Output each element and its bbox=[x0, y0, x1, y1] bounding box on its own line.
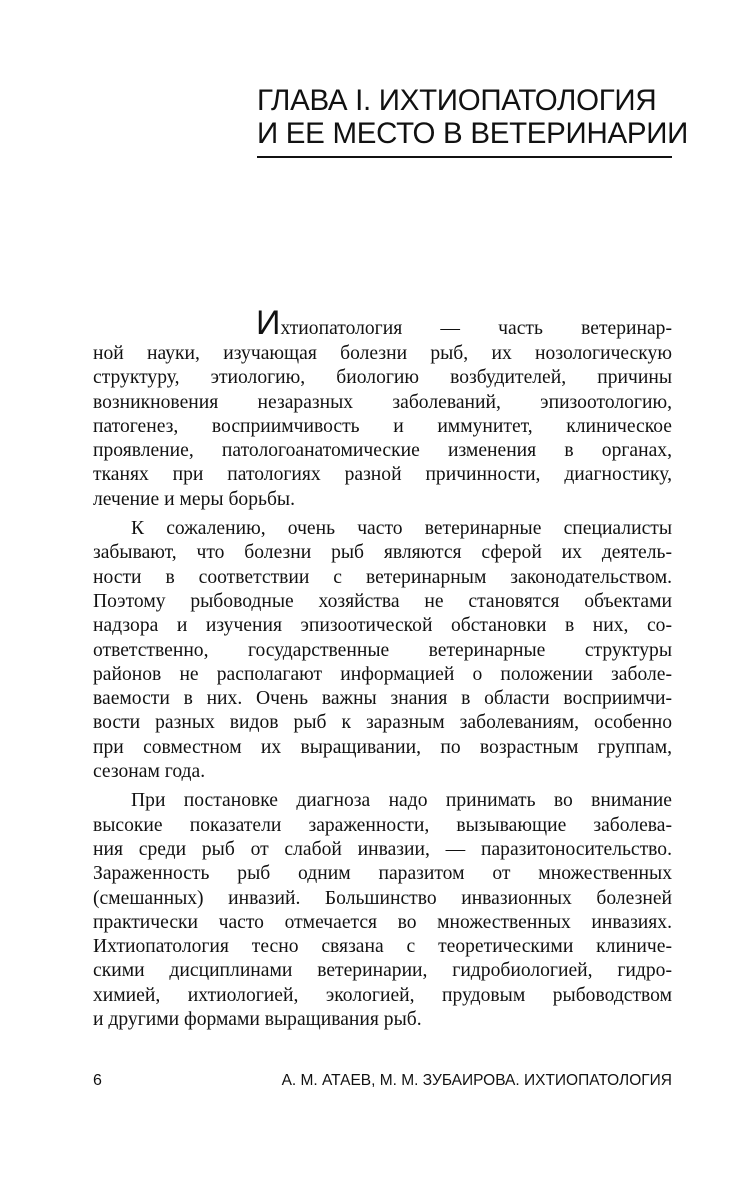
paragraph-2-line: вости разных видов рыб к заразным заболеваниям, особенно bbox=[93, 712, 672, 734]
paragraph-3-line: Ихтиопатология тесно связана с теоретическими клиниче- bbox=[93, 936, 672, 958]
page-number: 6 bbox=[93, 1072, 102, 1089]
paragraph-1 bbox=[93, 306, 672, 512]
paragraph-3-line: При постановке диагноза надо принимать во внимание bbox=[131, 790, 672, 812]
paragraph-1-line: проявление, патологоанатомические изменения в органах, bbox=[93, 440, 672, 462]
drop-cap: И bbox=[256, 304, 281, 342]
paragraph-2-line: ности в соответствии с ветеринарным законодательством. bbox=[93, 566, 672, 588]
paragraph-2-line: сезонам года. bbox=[93, 761, 206, 783]
paragraph-1-line: возникновения незаразных заболеваний, эпизоотологию, bbox=[93, 391, 672, 413]
paragraph-2-line: при совместном их выращивании, по возрастным группам, bbox=[93, 736, 672, 758]
paragraph-3-line: Зараженность рыб одним паразитом от множественных bbox=[93, 863, 672, 885]
paragraph-2-line: ответственно, государственные ветеринарные структуры bbox=[93, 639, 672, 661]
running-footer-title: А. М. АТАЕВ, М. М. ЗУБАИРОВА. ИХТИОПАТОЛОГИЯ bbox=[281, 1072, 672, 1089]
paragraph-2-line: ваемости в них. Очень важны знания в области восприимчи- bbox=[93, 688, 672, 710]
chapter-title-line-1: ГЛАВА I. ИХТИОПАТОЛОГИЯ bbox=[257, 84, 657, 117]
paragraph-3-line: и другими формами выращивания рыб. bbox=[93, 1009, 422, 1031]
paragraph-1-line: структуру, этиологию, биологию возбудителей, причины bbox=[93, 367, 672, 389]
paragraph-3-line: скими дисциплинами ветеринарии, гидробиологией, гидро- bbox=[93, 960, 672, 982]
paragraph-1-line: ной науки, изучающая болезни рыб, их нозологическую bbox=[93, 343, 672, 364]
paragraph-1-line: тканях при патологиях разной причинности, диагностику, bbox=[93, 464, 672, 486]
paragraph-3-line: ния среди рыб от слабой инвазии, — паразитоносительство. bbox=[93, 838, 672, 860]
paragraph-3-line: (смешанных) инвазий. Большинство инвазионных болезней bbox=[93, 887, 672, 909]
paragraph-2 bbox=[93, 517, 672, 784]
paragraph-1-line-1 bbox=[93, 306, 672, 342]
paragraph-1-line: лечение и меры борьбы. bbox=[93, 488, 295, 510]
chapter-title-line-2: И ЕЕ МЕСТО В ВЕТЕРИНАРИИ bbox=[257, 117, 689, 150]
title-underline-rule bbox=[257, 156, 672, 158]
chapter-title bbox=[257, 84, 689, 150]
paragraph-3-line: практически часто отмечается во множественных инвазиях. bbox=[93, 911, 672, 933]
paragraph-3 bbox=[93, 789, 672, 1032]
paragraph-1-line-1-text: хтиопатология — часть ветеринар- bbox=[280, 318, 672, 339]
paragraph-1-line: патогенез, восприимчивость и иммунитет, клиническое bbox=[93, 415, 672, 437]
paragraph-3-line: высокие показатели зараженности, вызывающие заболева- bbox=[93, 814, 672, 836]
paragraph-3-line: химией, ихтиологией, экологией, прудовым рыбоводством bbox=[93, 984, 672, 1006]
paragraph-2-line: районов не располагают информацией о положении заболе- bbox=[93, 663, 672, 685]
body-text bbox=[93, 306, 672, 1032]
paragraph-2-line: забывают, что болезни рыб являются сферой их деятель- bbox=[93, 542, 672, 564]
paragraph-2-line: К сожалению, очень часто ветеринарные специалисты bbox=[131, 518, 672, 540]
paragraph-2-line: Поэтому рыбоводные хозяйства не становятся объектами bbox=[93, 590, 672, 612]
paragraph-2-line: надзора и изучения эпизоотической обстановки в них, со- bbox=[93, 615, 672, 637]
